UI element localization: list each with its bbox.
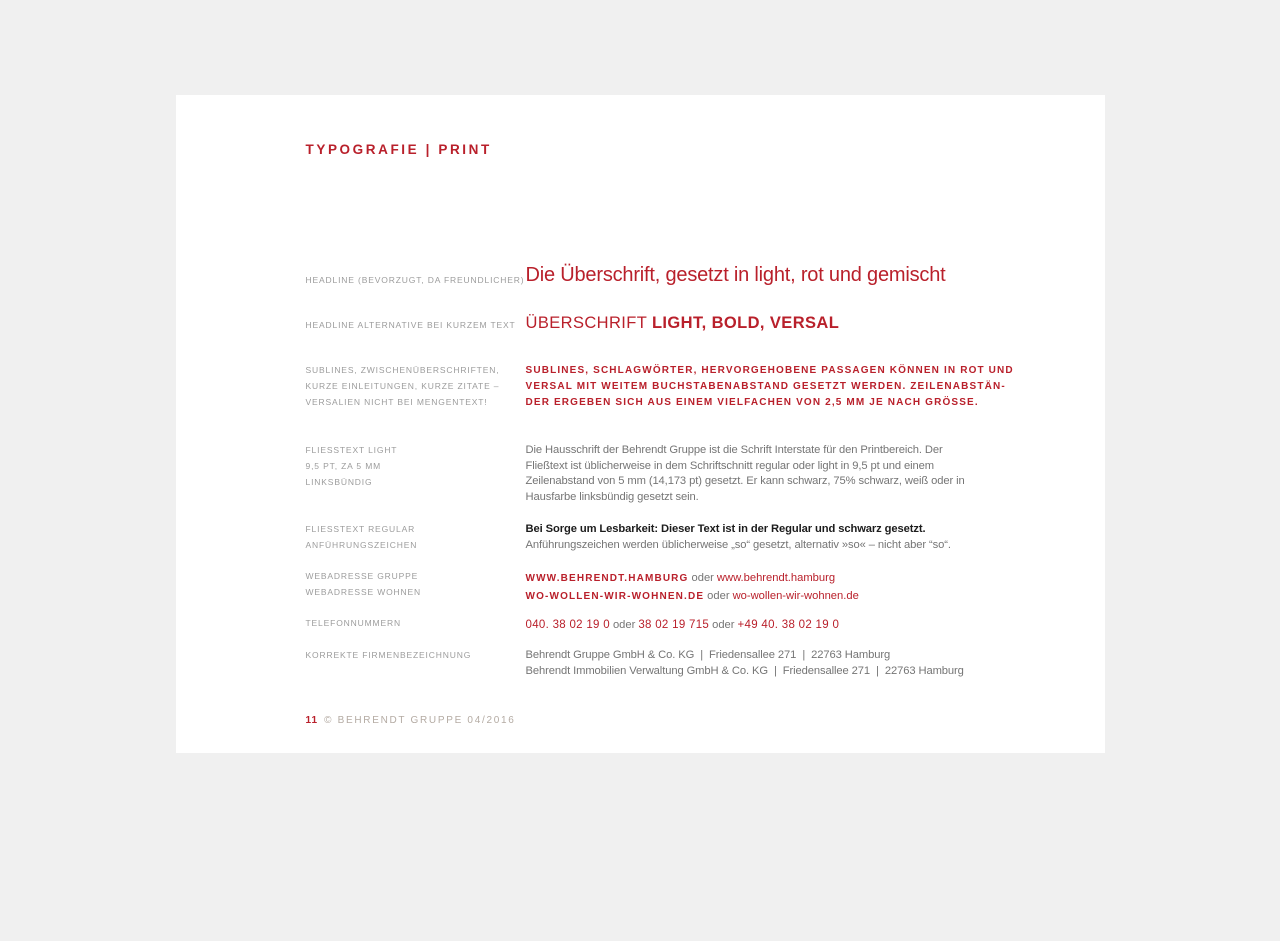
subline-sample-line: DER ERGEBEN SICH AUS EINEM VIELFACHEN VON 2,5 MM JE NACH GRÖSSE. [525,396,979,408]
label-line: 9,5 PT, ZA 5 MM [305,460,382,471]
web-address-lower: wo-wollen-wir-wohnen.de [732,589,859,602]
body-text-line: Zeilenabstand von 5 mm (14,173 pt) gesetzt. Er kann schwarz, 75% schwarz, weiß oder in [525,475,965,488]
section-fliesstext-light [306,443,1065,506]
section-label [306,522,526,554]
page-number: 11 [305,715,319,726]
headline-alt-sample [526,312,1065,334]
section-telefon [306,616,1065,634]
phone-number: +49 40. 38 02 19 0 [737,619,840,631]
phone-number: 040. 38 02 19 0 [525,619,610,631]
label-line: LINKSBÜNDIG [305,476,373,487]
section-label [306,363,526,410]
label-line: WEBADRESSE GRUPPE [305,571,419,581]
section-headline-alternative [306,312,1065,334]
section-firmenbezeichnung [306,648,1065,679]
label-line: VERSALIEN NICHT BEI MENGENTEXT! [305,396,488,407]
copyright-text: © BEHRENDT GRUPPE 04/2016 [324,715,516,726]
body-text-line: Fließtext ist üblicherweise in dem Schriftschnitt regular oder light in 9,5 pt und einem [525,459,934,472]
web-address-lower: www.behrendt.hamburg [716,572,836,584]
section-content [526,616,1065,634]
manual-page [176,95,1105,753]
quotation-line: Anführungszeichen werden üblicherweise „so“ gesetzt, alternativ »so« – nicht aber “so“. [525,538,951,551]
section-label [306,569,526,601]
company-name-line: Behrendt Immobilien Verwaltung GmbH & Co. KG | Friedensallee 271 | 22763 Hamburg [525,664,964,677]
subline-sample-line: SUBLINES, SCHLAGWÖRTER, HERVORGEHOBENE PASSAGEN KÖNNEN IN ROT UND [525,365,1014,376]
web-address-caps: WO-WOLLEN-WIR-WOHNEN.DE [525,590,705,602]
section-sublines [306,363,1065,410]
label-line: FLIESSTEXT REGULAR [305,524,416,534]
subline-sample-line: VERSAL MIT WEITEM BUCHSTABENABSTAND GESETZT WERDEN. ZEILENABSTÄN- [525,380,1006,392]
section-content [526,363,1065,410]
headline-alt-light: ÜBERSCHRIFT [525,314,652,332]
section-label [306,443,526,490]
phone-number: 38 02 19 715 [638,619,710,631]
section-headline [306,262,1065,289]
headline-alt-bold: LIGHT, BOLD, VERSAL [651,314,840,332]
web-address-caps: WWW.BEHRENDT.HAMBURG [525,573,689,584]
label-line: ANFÜHRUNGSZEICHEN [305,539,418,550]
connector-text: oder [612,619,636,631]
section-content [526,262,1065,288]
connector-text: oder [691,572,714,584]
section-content [526,312,1065,334]
phone-numbers-line [526,616,1065,634]
section-fliesstext-regular [306,522,1065,554]
label-line: WEBADRESSE WOHNEN [305,586,422,597]
connector-text: oder [707,589,730,602]
section-label: HEADLINE (BEVORZUGT, DA FREUNDLICHER) [305,275,525,285]
section-content [526,569,1065,605]
page-footer [306,710,516,728]
section-content [526,443,1065,506]
section-label: TELEFONNUMMERN [305,618,401,628]
section-webadresse [306,569,1065,605]
section-content [526,648,1065,679]
section-label: KORREKTE FIRMENBEZEICHNUNG [305,650,472,660]
connector-text: oder [712,619,735,631]
section-label: HEADLINE ALTERNATIVE BEI KURZEM TEXT [305,320,516,330]
regular-bold-line: Bei Sorge um Lesbarkeit: Dieser Text ist in der Regular und schwarz gesetzt. [525,523,926,535]
label-line: SUBLINES, ZWISCHENÜBERSCHRIFTEN, [305,365,500,375]
label-line: FLIESSTEXT LIGHT [305,445,398,455]
body-text-line: Hausfarbe linksbündig gesetzt sein. [525,491,699,504]
body-text-line: Die Hausschrift der Behrendt Gruppe ist die Schrift Interstate für den Printbereich. Der [525,444,943,456]
headline-sample: Die Überschrift, gesetzt in light, rot und gemischt [525,264,946,286]
web-address-line-gruppe [526,569,1065,587]
web-address-line-wohnen [526,587,1065,605]
page-title: TYPOGRAFIE | PRINT [305,142,492,157]
label-line: KURZE EINLEITUNGEN, KURZE ZITATE – [305,380,500,391]
company-name-line: Behrendt Gruppe GmbH & Co. KG | Friedensallee 271 | 22763 Hamburg [525,649,891,661]
section-content [526,522,1065,553]
